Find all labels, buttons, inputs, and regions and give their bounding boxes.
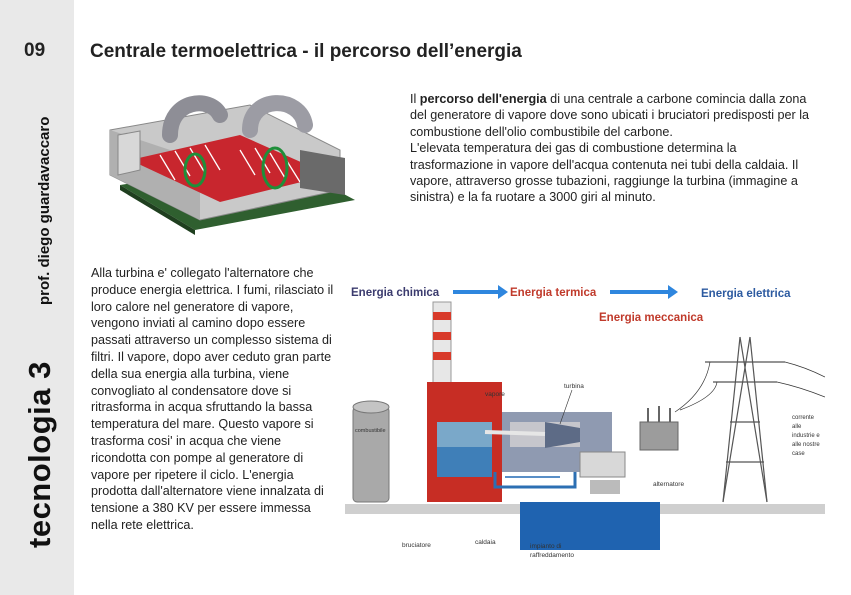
body-paragraph: Alla turbina e' collegato l'alternatore che produce energia elettrica. I fumi, rilasciato il loro calore nel generatore di vapore, vengono inviati al camino dopo essere passati attraverso un complesso sistema di filtri. Il vapore, dopo aver ceduto gran parte della sua energia alla turbina, viene convogliato al condensatore dove si ritrasforma in acqua sfruttando la bassa temperatura del mare. Questo vapore si trasforma cosi' in acqua che viene ricondotta con pompe al generatore di vapore per ripetere il ciclo. L'energia prodotta dall'alternatore viene innalzata di tensione a 380 KV per essere immessa nella rete elettrica. — [91, 266, 334, 532]
intro-paragraph — [410, 91, 822, 206]
label-corrente: corrente — [792, 415, 815, 421]
label-energia-termica: Energia termica — [510, 287, 597, 299]
intro-lead: Il — [410, 92, 420, 106]
label-combustibile: combustibile — [355, 428, 386, 434]
label-bruciatore: bruciatore — [402, 542, 431, 549]
transformer — [640, 422, 678, 450]
label-alle: alle — [792, 424, 802, 430]
label-alle-nostre: alle nostre — [792, 442, 820, 448]
intro-lead-bold: percorso dell'energia — [419, 92, 547, 106]
label-turbina: turbina — [564, 383, 584, 390]
label-impianto-1: impianto di — [530, 543, 562, 550]
slide-number: 09 — [24, 40, 46, 61]
label-energia-chimica: Energia chimica — [351, 287, 440, 299]
power-plant-diagram — [345, 272, 825, 572]
label-industrie: industrie e — [792, 433, 820, 439]
page-title: Centrale termoelettrica - il percorso dell’energia — [90, 41, 522, 62]
fuel-tank — [353, 407, 389, 502]
turbine-illustration — [100, 90, 362, 235]
label-energia-elettrica: Energia elettrica — [701, 288, 791, 300]
label-caldaia: caldaia — [475, 539, 496, 546]
intro-lead-rest: di una centrale a carbone comincia dalla zona del generatore di vapore dove sono ubicati i bruciatori predisposti per la combustione dell'olio combustibile del carbone. — [410, 92, 810, 139]
subject-label: tecnologia 3 — [22, 361, 57, 548]
label-vapore: vapore — [485, 391, 505, 398]
label-impianto-2: raffreddamento — [530, 552, 574, 559]
intro-second: L'elevata temperatura dei gas di combustione determina la trasformazione in vapore dell'acqua contenuta nei tubi della caldaia. Il vapore, attraverso grosse tubazioni, raggiunge la turbina (immagine a sinistra) e la fa ruotare a 3000 giri al minuto. — [410, 141, 799, 205]
label-case: case — [792, 451, 805, 457]
label-energia-meccanica: Energia meccanica — [599, 312, 704, 324]
pylon — [705, 337, 785, 502]
sidebar — [0, 0, 74, 595]
intro-first — [410, 91, 822, 140]
label-alternatore: alternatore — [653, 481, 685, 488]
author-label: prof. diego guardavaccaro — [36, 116, 53, 305]
